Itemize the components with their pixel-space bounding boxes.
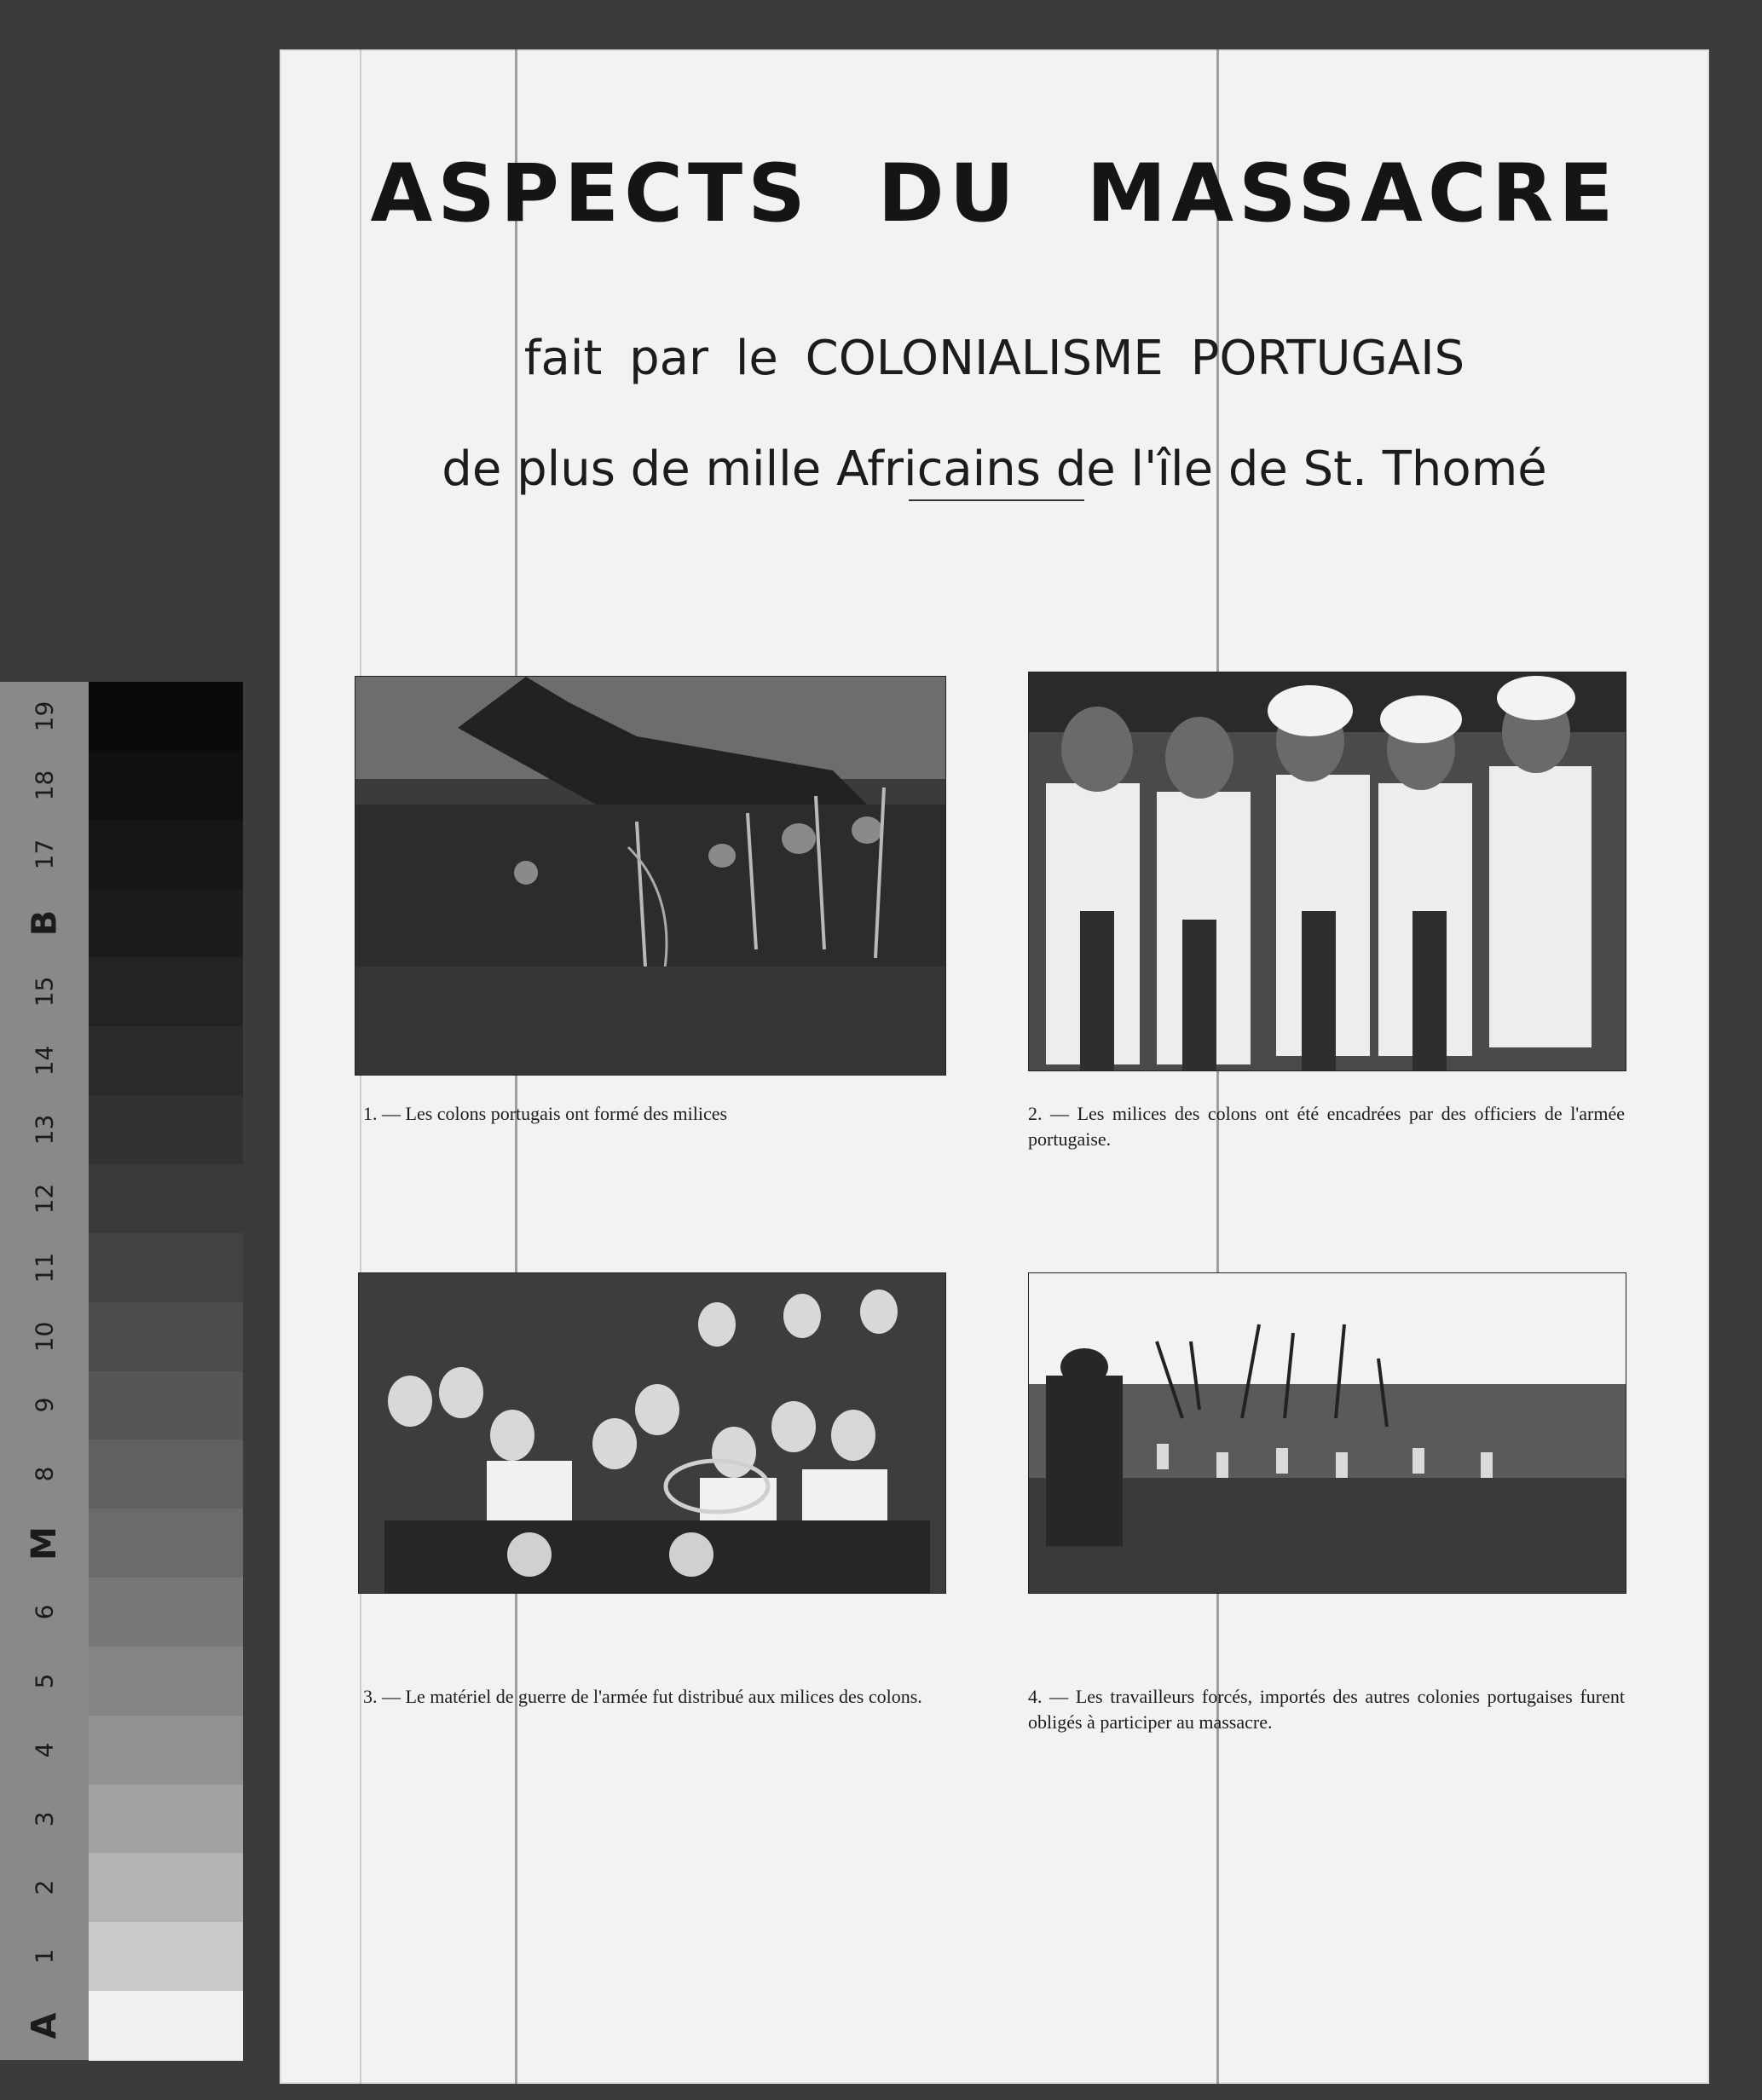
scale-tick-text: 17 bbox=[30, 839, 59, 869]
scale-tick-label bbox=[0, 1785, 89, 1854]
grey-patch bbox=[89, 682, 243, 752]
scale-tick-label bbox=[0, 1922, 89, 1991]
scale-tick-text: 10 bbox=[30, 1321, 59, 1352]
document-title: ASPECTS DU MASSACRE bbox=[370, 147, 1619, 240]
scale-tick-label bbox=[0, 1991, 89, 2060]
scale-tick-text: 6 bbox=[30, 1604, 59, 1620]
scale-tick-label bbox=[0, 1233, 89, 1302]
scale-tick-label bbox=[0, 1095, 89, 1164]
scale-tick-text: 12 bbox=[30, 1183, 59, 1214]
grey-patch bbox=[89, 1578, 243, 1647]
document-subtitle: fait par le COLONIALISME PORTUGAIS bbox=[523, 331, 1465, 386]
scale-tick-text: 1 bbox=[30, 1948, 59, 1964]
grey-patch bbox=[89, 1095, 243, 1165]
scale-tick-text: 5 bbox=[30, 1673, 59, 1689]
grey-patch bbox=[89, 1233, 243, 1303]
scale-tick-text: 14 bbox=[30, 1045, 59, 1076]
scale-tick-label bbox=[0, 1371, 89, 1440]
scale-tick-text: 4 bbox=[30, 1742, 59, 1758]
scale-tick-text: 2 bbox=[30, 1879, 59, 1895]
grey-patch bbox=[89, 889, 243, 959]
scale-tick-text: 19 bbox=[30, 701, 59, 732]
scale-tick-text: B bbox=[25, 909, 64, 937]
scale-tick-text: 8 bbox=[30, 1466, 59, 1482]
scale-tick-text: A bbox=[25, 2012, 64, 2039]
scale-tick-label bbox=[0, 889, 89, 958]
scale-tick-label bbox=[0, 1302, 89, 1371]
photo-militia-parade bbox=[355, 676, 946, 1076]
grey-patch bbox=[89, 1371, 243, 1441]
scale-tick-label bbox=[0, 820, 89, 889]
scale-tick-text: M bbox=[25, 1526, 64, 1561]
scale-tick-text: 15 bbox=[30, 976, 59, 1007]
grey-patch bbox=[89, 1164, 243, 1234]
grey-patch bbox=[89, 1922, 243, 1992]
scale-tick-text: 18 bbox=[30, 770, 59, 801]
photo-caption-3: 3. — Le matériel de guerre de l'armée fut distribué aux milices des colons. bbox=[363, 1686, 922, 1707]
grey-patch bbox=[89, 1716, 243, 1786]
grey-patch bbox=[89, 751, 243, 821]
photo-caption-4: 4. — Les travailleurs forcés, importés des autres colonies portugaises furent obligés à participer au massacre. bbox=[1028, 1686, 1625, 1733]
scale-tick-label bbox=[0, 1439, 89, 1509]
grey-patch bbox=[89, 1785, 243, 1855]
grey-patch bbox=[89, 1509, 243, 1578]
photo-war-material bbox=[358, 1272, 946, 1594]
scale-tick-label bbox=[0, 1164, 89, 1233]
scale-tick-text: 9 bbox=[30, 1398, 59, 1413]
scale-tick-label bbox=[0, 957, 89, 1026]
scale-tick-label bbox=[0, 682, 89, 751]
scale-tick-label bbox=[0, 1509, 89, 1578]
photo-caption-2: 2. — Les milices des colons ont été encadrées par des officiers de l'armée portugaise. bbox=[1028, 1103, 1625, 1150]
grey-patch bbox=[89, 1026, 243, 1096]
scale-tick-label bbox=[0, 1026, 89, 1095]
grey-patch bbox=[89, 820, 243, 890]
grey-patch bbox=[89, 1991, 243, 2061]
grey-patch bbox=[89, 1439, 243, 1509]
photo-militia-officers bbox=[1028, 672, 1626, 1071]
grey-patch bbox=[89, 957, 243, 1027]
photo-caption-1: 1. — Les colons portugais ont formé des milices bbox=[363, 1103, 728, 1124]
grey-patch bbox=[89, 1302, 243, 1372]
grey-patch bbox=[89, 1853, 243, 1923]
scale-tick-label bbox=[0, 1647, 89, 1716]
scale-tick-text: 13 bbox=[30, 1114, 59, 1145]
scale-tick-label bbox=[0, 1853, 89, 1922]
scale-tick-text: 3 bbox=[30, 1811, 59, 1826]
grey-scale-ruler bbox=[0, 682, 243, 2060]
document-subtitle-2: de plus de mille Africains de l'île de St. Thomé bbox=[442, 441, 1547, 497]
scale-tick-text: 11 bbox=[30, 1252, 59, 1284]
scale-tick-label bbox=[0, 751, 89, 820]
photo-forced-workers bbox=[1028, 1272, 1626, 1594]
document-page bbox=[280, 49, 1709, 2084]
divider bbox=[909, 499, 1084, 501]
scale-tick-label bbox=[0, 1716, 89, 1785]
grey-patch bbox=[89, 1647, 243, 1716]
scale-tick-label bbox=[0, 1578, 89, 1647]
